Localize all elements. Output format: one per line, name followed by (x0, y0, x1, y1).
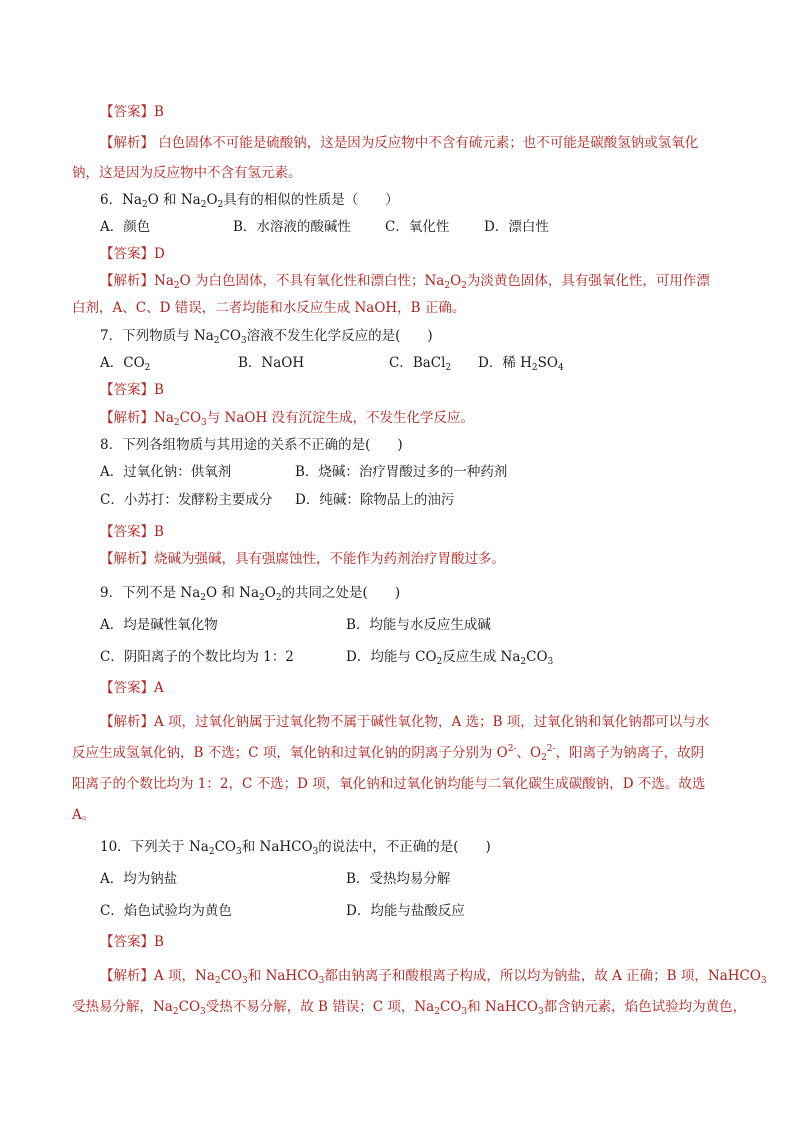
q9-analysis-line2: 反应生成氢氧化钠，B 不选；C 项，氧化钠和过氧化钠的阴离子分别为 $O^{2-}$、$O_2^{2-}$，阳离子为钠离子，故阴 (72, 744, 705, 763)
q8-stem: 8．下列各组物质与其用途的关系不正确的是( ) (100, 437, 403, 453)
q5-analysis-line1: 【解析】 白色固体不可能是硫酸钠，这是因为反应物中不含有硫元素；也不可能是碳酸氢钠或氢氧化 (100, 135, 699, 151)
answer-value: B (154, 104, 164, 120)
q10-analysis-line2: 受热易分解，$Na_2CO_3$受热不易分解，故 B 错误；C 项，$Na_2CO_3$和 NaHCO$_3$都含钠元素，焰色试验均为黄色， (72, 999, 747, 1017)
q10-answer (100, 932, 164, 952)
q10-analysis-line1: 【解析】A 项，$Na_2CO_3$和 NaHCO$_3$都由钠离子和酸根离子构成，所以均为钠盐，故 A 正确；B 项，NaHCO$_3$ (100, 968, 767, 986)
q8-option-a: A．过氧化钠：供氧剂 (100, 464, 232, 480)
q9-option-c: C．阴阳离子的个数比均为 1：2 (100, 649, 294, 665)
answer-value: A (154, 680, 164, 696)
q10-stem: 10．下列关于 $Na_2CO_3$和 NaHCO$_3$的说法中，不正确的是( ) (100, 839, 491, 857)
q6-answer (100, 244, 165, 264)
q7-analysis: 【解析】$Na_2CO_3$与 NaOH 没有沉淀生成，不发生化学反应。 (100, 410, 475, 428)
answer-label: 【答案】 (100, 104, 154, 120)
q6-option-b: B．水溶液的酸碱性 (233, 219, 351, 235)
q8-option-d: D．纯碱：除物品上的油污 (295, 492, 455, 508)
q10-option-c: C．焰色试验均为黄色 (100, 903, 232, 919)
q7-option-d: D．稀 $H_2SO_4$ (478, 355, 564, 373)
analysis-label: 【解析】 (100, 968, 154, 984)
answer-value: B (154, 382, 164, 398)
q9-analysis-line1: 【解析】A 项，过氧化钠属于过氧化物不属于碱性氧化物，A 选；B 项，过氧化钠和氧化钠都可以与水 (100, 714, 710, 730)
q6-option-d: D．漂白性 (484, 219, 549, 235)
q10-option-a: A．均为钠盐 (100, 871, 178, 887)
q7-option-c: C．BaCl$_2$ (389, 355, 452, 373)
q6-option-c: C．氧化性 (385, 219, 450, 235)
answer-value: B (154, 524, 164, 540)
analysis-label: 【解析】 (100, 135, 154, 151)
q8-option-c: C．小苏打：发酵粉主要成分 (100, 492, 273, 508)
q5-answer (100, 102, 164, 122)
answer-label: 【答案】 (100, 680, 154, 696)
analysis-label: 【解析】 (100, 410, 154, 426)
q7-answer (100, 380, 164, 400)
q7-stem: 7．下列物质与 $Na_2CO_3$溶液不发生化学反应的是( ) (100, 328, 433, 346)
q10-option-d: D．均能与盐酸反应 (346, 903, 465, 919)
q9-answer (100, 678, 164, 698)
q8-answer (100, 522, 164, 542)
q6-option-a: A．颜色 (100, 219, 151, 235)
q9-option-b: B．均能与水反应生成碱 (346, 617, 491, 633)
q9-analysis-line4: A。 (72, 807, 96, 823)
answer-label: 【答案】 (100, 934, 154, 950)
answer-label: 【答案】 (100, 246, 154, 262)
q8-option-b: B．烧碱：治疗胃酸过多的一种药剂 (295, 464, 508, 480)
q9-stem: 9．下列不是 $Na_2O$ 和 $Na_2O_2$的共同之处是( ) (100, 585, 401, 603)
analysis-label: 【解析】 (100, 551, 154, 567)
q9-option-d: D．均能与 $CO_2$反应生成 $Na_2CO_3$ (346, 649, 554, 667)
q8-analysis: 【解析】烧碱为强碱，具有强腐蚀性，不能作为药剂治疗胃酸过多。 (100, 551, 505, 567)
q10-option-b: B．受热均易分解 (346, 871, 451, 887)
q9-option-a: A．均是碱性氧化物 (100, 617, 218, 633)
q9-analysis-line3: 阳离子的个数比均为 1：2，C 不选；D 项，氧化钠和过氧化钠均能与二氧化碳生成碳酸钠，D 不选。故选 (72, 776, 706, 792)
q6-stem: 6．$Na_2O$ 和 $Na_2O_2$具有的相似的性质是（ ） (100, 192, 399, 210)
analysis-label: 【解析】 (100, 273, 154, 289)
q6-analysis-line1: 【解析】$Na_2O$ 为白色固体，不具有氧化性和漂白性；$Na_2O_2$为淡黄色固体，具有强氧化性，可用作漂 (100, 273, 710, 291)
q5-analysis-line2: 钠，这是因为反应物中不含有氢元素。 (72, 165, 302, 181)
q7-option-a: A．$CO_2$ (100, 355, 151, 373)
answer-value: B (154, 934, 164, 950)
analysis-label: 【解析】 (100, 714, 154, 730)
answer-value: D (154, 246, 165, 262)
answer-label: 【答案】 (100, 524, 154, 540)
answer-label: 【答案】 (100, 382, 154, 398)
q7-option-b: B．NaOH (238, 355, 305, 371)
q6-analysis-line2: 白剂，A、C、D 错误，二者均能和水反应生成 NaOH，B 正确。 (72, 300, 466, 316)
